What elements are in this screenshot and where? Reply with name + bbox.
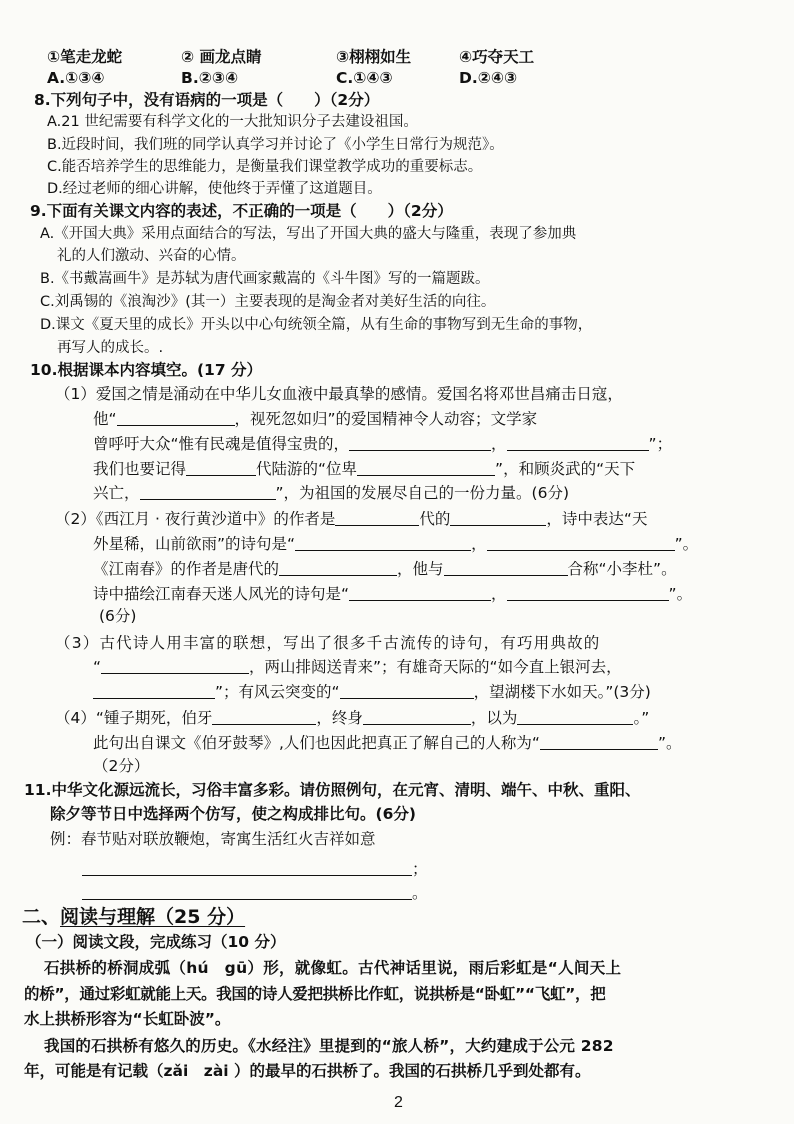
q7-choice-a: A.①③④ <box>47 69 105 87</box>
q11-answer-line1: ； <box>82 858 428 880</box>
q7-choice-b: B.②③④ <box>181 69 239 87</box>
q7-choice-c: C.①④③ <box>336 69 393 87</box>
reading-p2-line2: 年，可能是有记载（zǎi zài ）的最早的石拱桥了。我国的石拱桥几乎到处都有。 <box>24 1062 591 1080</box>
q10-part2-line3: 《江南春》的作者是唐代的 ，他与 合称“小李杜”。 <box>93 560 677 578</box>
answer-blank[interactable] <box>82 859 412 876</box>
q7-choice-d: D.②④③ <box>459 69 518 87</box>
q10-part4-line1: （4）“锺子期死，伯牙 ，终身 ，以为 。” <box>55 709 650 727</box>
answer-blank[interactable] <box>117 409 235 426</box>
q10-part3-line3: ”；有风云突变的“ ，望湖楼下水如天。”(3分) <box>93 681 651 703</box>
reading-p1-line1: 石拱桥的桥洞成弧（hú gū）形，就像虹。古代神话里说，雨后彩虹是“人间天上 <box>44 959 622 977</box>
q7-option-4: ④巧夺天工 <box>459 48 535 66</box>
answer-blank[interactable] <box>517 708 633 725</box>
answer-blank[interactable] <box>444 559 568 576</box>
q10-part2-score: (6分) <box>99 607 137 625</box>
answer-blank[interactable] <box>340 682 474 699</box>
reading-p1-line2: 的桥”，通过彩虹就能上天。我国的诗人爱把拱桥比作虹，说拱桥是“卧虹”“飞虹”，把 <box>24 985 606 1003</box>
q9-option-d-cont: 再写人的成长。. <box>57 340 164 356</box>
q11-answer-line2: 。 <box>82 882 428 904</box>
q10-part1-line4: 我们也要记得 代陆游的“位卑 ”，和顾炎武的“天下 <box>93 460 636 478</box>
answer-blank[interactable] <box>295 534 471 551</box>
reading-subheading: （一）阅读文段，完成练习（10 分） <box>26 933 286 951</box>
answer-blank[interactable] <box>507 584 669 601</box>
q10-part2-line4: 诗中描绘江南春天迷人风光的诗句是“ ， ”。 <box>93 585 693 603</box>
answer-blank[interactable] <box>363 708 471 725</box>
answer-blank[interactable] <box>279 559 397 576</box>
q10-part2-line2: 外星稀，山前欲雨”的诗句是“ ， ”。 <box>93 535 699 553</box>
q10-part1-line2: 他“ ，视死忽如归”的爱国精神令人动容；文学家 <box>93 410 538 428</box>
q7-option-3: ③栩栩如生 <box>336 48 412 66</box>
q8-option-c: C.能否培养学生的思维能力，是衡量我们课堂教学成功的重要标志。 <box>47 159 483 175</box>
q10-part4-score: （2分） <box>93 757 150 775</box>
q10-part1-line5: 兴亡， ”，为祖国的发展尽自己的一份力量。(6分) <box>93 484 570 502</box>
q9-option-a-cont: 礼的人们激动、兴奋的心情。 <box>57 248 246 264</box>
q11-example: 例：春节贴对联放鞭炮，寄寓生活红火吉祥如意 <box>50 830 376 848</box>
q10-part2-line1: （2）《西江月 · 夜行黄沙道中》的作者是 代的 ，诗中表达“天 <box>55 510 648 528</box>
q9-option-a: A.《开国大典》采用点面结合的写法，写出了开国大典的盛大与隆重，表现了参加典 <box>40 226 577 242</box>
q9-option-b: B.《书戴嵩画牛》是苏轼为唐代画家戴嵩的《斗牛图》写的一篇题跋。 <box>40 271 490 287</box>
q9-option-c: C.刘禹锡的《浪淘沙》(其一）主要表现的是淘金者对美好生活的向往。 <box>40 294 496 310</box>
reading-p1-line3: 水上拱桥形容为“长虹卧波”。 <box>24 1010 231 1028</box>
answer-blank[interactable] <box>212 708 316 725</box>
q8-option-a: A.21 世纪需要有科学文化的一大批知识分子去建设祖国。 <box>47 114 418 130</box>
answer-blank[interactable] <box>349 584 491 601</box>
answer-blank[interactable] <box>450 509 546 526</box>
q8-option-d: D.经过老师的细心讲解，使他终于弄懂了这道题目。 <box>47 181 382 197</box>
q8-option-b: B.近段时间，我们班的同学认真学习并讨论了《小学生日常行为规范》。 <box>47 137 504 153</box>
q9-stem: 9.下面有关课文内容的表述，不正确的一项是（ ）（2分） <box>30 202 453 220</box>
answer-blank[interactable] <box>101 657 249 674</box>
answer-blank[interactable] <box>186 459 256 476</box>
answer-blank[interactable] <box>357 459 495 476</box>
q7-option-1: ①笔走龙蛇 <box>47 48 123 66</box>
answer-blank[interactable] <box>487 534 675 551</box>
answer-blank[interactable] <box>140 483 276 500</box>
q11-stem-line1: 11.中华文化源远流长，习俗丰富多彩。请仿照例句，在元宵、清明、端午、中秋、重阳、 <box>24 781 641 799</box>
q10-part3-line2: “ ，两山排闼送青来”；有雄奇天际的“如今直上银河去， <box>93 658 622 676</box>
answer-blank[interactable] <box>335 509 419 526</box>
q10-part3-line1: （3）古代诗人用丰富的联想，写出了很多千古流传的诗句，有巧用典故的 <box>55 634 601 652</box>
q10-part1-line1: （1）爱国之情是涌动在中华儿女血液中最真挚的感情。爱国名将邓世昌痛击日寇， <box>55 385 623 403</box>
q8-stem: 8.下列句子中，没有语病的一项是（ ）（2分） <box>34 91 380 109</box>
q10-part1-line3: 曾呼吁大众“惟有民魂是值得宝贵的， ， ”； <box>93 435 673 453</box>
section-heading: 二、阅读与理解（25 分） <box>22 906 246 928</box>
answer-blank[interactable] <box>507 434 649 451</box>
page-number: 2 <box>394 1094 403 1111</box>
q7-option-2: ② 画龙点睛 <box>181 48 262 66</box>
q10-stem: 10.根据课本内容填空。(17 分） <box>30 361 263 379</box>
answer-blank[interactable] <box>82 883 412 900</box>
q10-part4-line2: 此句出自课文《伯牙鼓琴》,人们也因此把真正了解自己的人称为“ ”。 <box>93 734 682 752</box>
q11-stem-line2: 除夕等节日中选择两个仿写，使之构成排比句。(6分) <box>50 805 416 823</box>
answer-blank[interactable] <box>93 682 215 699</box>
q9-option-d: D.课文《夏天里的成长》开头以中心句统领全篇，从有生命的事物写到无生命的事物， <box>40 317 593 333</box>
answer-blank[interactable] <box>349 434 491 451</box>
reading-p2-line1: 我国的石拱桥有悠久的历史。《水经注》里提到的“旅人桥”，大约建成于公元 282 <box>44 1037 614 1055</box>
answer-blank[interactable] <box>540 733 658 750</box>
